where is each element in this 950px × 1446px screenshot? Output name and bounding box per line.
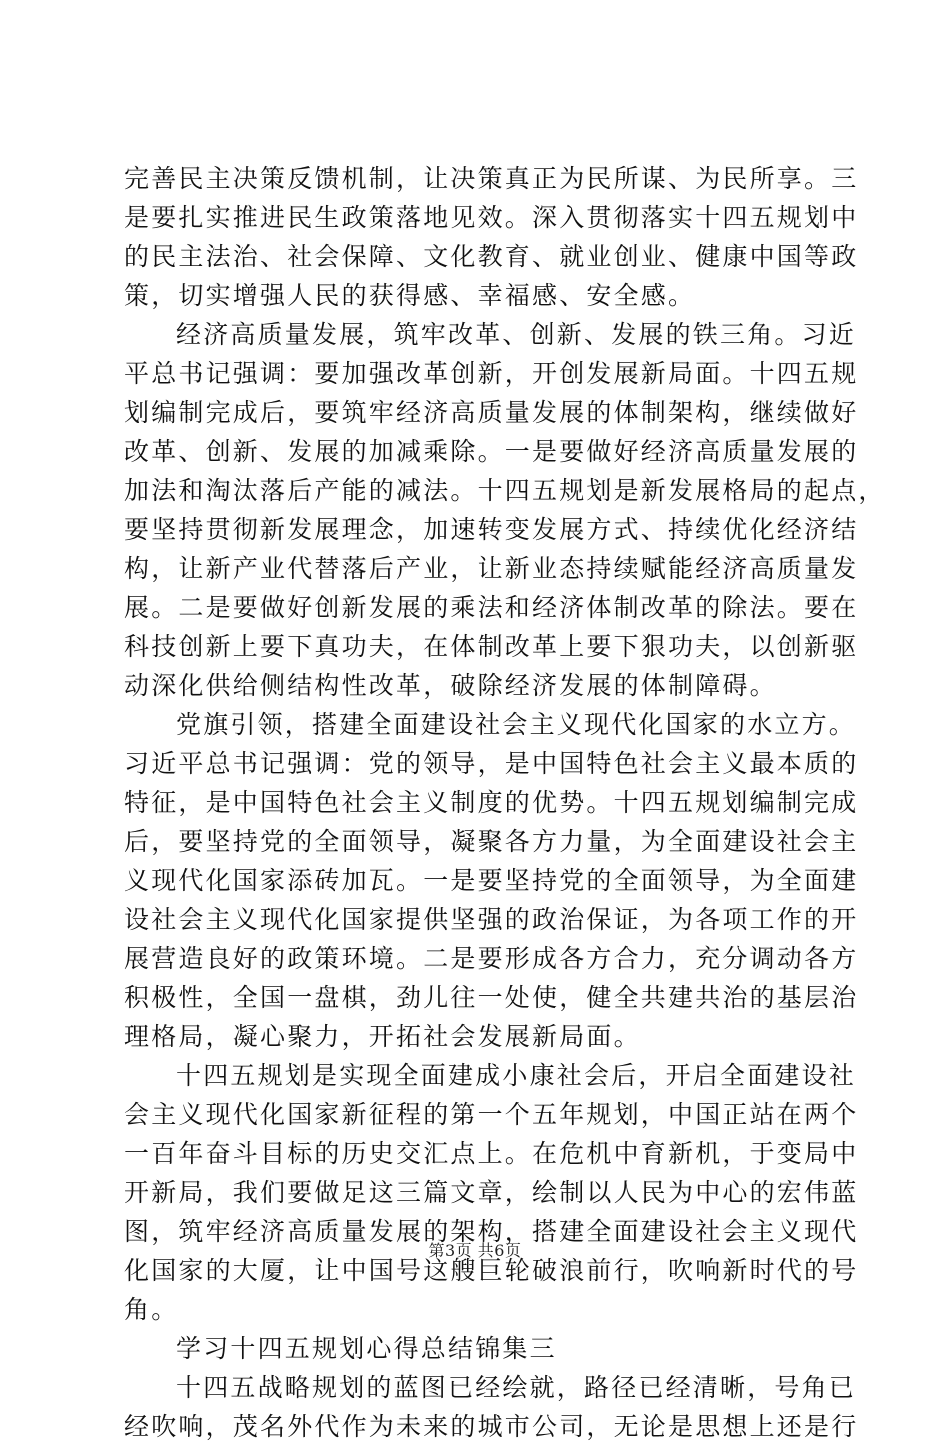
- page-number-footer: 第3页 共6页: [428, 1241, 522, 1260]
- text-line: 平总书记强调：要加强改革创新，开创发展新局面。十四五规: [124, 359, 859, 388]
- text-line: 特征，是中国特色社会主义制度的优势。十四五规划编制完成: [124, 788, 859, 817]
- text-line: 十四五规划是实现全面建成小康社会后，开启全面建设社: [176, 1061, 857, 1090]
- text-line: 学习十四五规划心得总结锦集三: [176, 1334, 557, 1363]
- text-line: 完善民主决策反馈机制，让决策真正为民所谋、为民所享。三: [124, 164, 859, 193]
- text-line: 策，切实增强人民的获得感、幸福感、安全感。: [124, 281, 696, 310]
- text-line: 的民主法治、社会保障、文化教育、就业创业、健康中国等政: [124, 242, 859, 271]
- text-line: 一百年奋斗目标的历史交汇点上。在危机中育新机，于变局中: [124, 1139, 859, 1168]
- text-line: 十四五战略规划的蓝图已经绘就，路径已经清晰，号角已: [176, 1373, 857, 1402]
- text-line: 化国家的大厦，让中国号这艘巨轮破浪前行，吹响新时代的号: [124, 1256, 859, 1285]
- text-line: 图，筑牢经济高质量发展的架构，搭建全面建设社会主义现代: [124, 1217, 859, 1246]
- text-line: 展营造良好的政策环境。二是要形成各方合力，充分调动各方: [124, 944, 859, 973]
- text-line: 科技创新上要下真功夫，在体制改革上要下狠功夫，以创新驱: [124, 632, 859, 661]
- text-line: 构，让新产业代替落后产业，让新业态持续赋能经济高质量发: [124, 554, 859, 583]
- text-line: 改革、创新、发展的加减乘除。一是要做好经济高质量发展的: [124, 437, 859, 466]
- text-line: 党旗引领，搭建全面建设社会主义现代化国家的水立方。: [176, 710, 857, 739]
- text-line: 是要扎实推进民生政策落地见效。深入贯彻落实十四五规划中: [124, 203, 859, 232]
- text-line: 展。二是要做好创新发展的乘法和经济体制改革的除法。要在: [124, 593, 859, 622]
- text-line: 义现代化国家添砖加瓦。一是要坚持党的全面领导，为全面建: [124, 866, 859, 895]
- text-line: 理格局，凝心聚力，开拓社会发展新局面。: [124, 1022, 641, 1051]
- text-line: 加法和淘汰落后产能的减法。十四五规划是新发展格局的起点，: [124, 476, 886, 505]
- text-line: 角。: [124, 1295, 179, 1324]
- text-line: 后，要坚持党的全面领导，凝聚各方力量，为全面建设社会主: [124, 827, 859, 856]
- text-line: 经吹响，茂名外代作为未来的城市公司，无论是思想上还是行: [124, 1412, 859, 1441]
- text-line: 习近平总书记强调：党的领导，是中国特色社会主义最本质的: [124, 749, 859, 778]
- text-line: 划编制完成后，要筑牢经济高质量发展的体制架构，继续做好: [124, 398, 859, 427]
- text-line: 积极性，全国一盘棋，劲儿往一处使，健全共建共治的基层治: [124, 983, 859, 1012]
- text-line: 动深化供给侧结构性改革，破除经济发展的体制障碍。: [124, 671, 777, 700]
- text-line: 要坚持贯彻新发展理念，加速转变发展方式、持续优化经济结: [124, 515, 859, 544]
- text-line: 设社会主义现代化国家提供坚强的政治保证，为各项工作的开: [124, 905, 859, 934]
- text-line: 会主义现代化国家新征程的第一个五年规划，中国正站在两个: [124, 1100, 859, 1129]
- text-line: 经济高质量发展，筑牢改革、创新、发展的铁三角。习近: [176, 320, 857, 349]
- text-line: 开新局，我们要做足这三篇文章，绘制以人民为中心的宏伟蓝: [124, 1178, 859, 1207]
